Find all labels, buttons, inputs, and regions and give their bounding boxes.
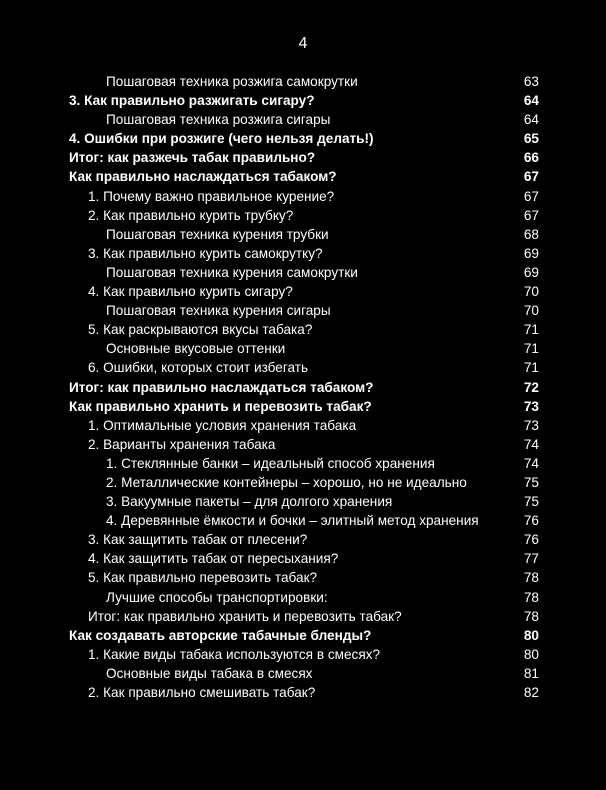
table-of-contents	[69, 72, 539, 702]
toc-entry[interactable]	[69, 110, 539, 129]
toc-entry[interactable]	[69, 645, 539, 664]
toc-entry-title: 5. Как раскрываются вкусы табака?	[88, 322, 313, 338]
toc-entry-page-number: 67	[523, 169, 539, 185]
toc-entry-title: Пошаговая техника розжига сигары	[106, 112, 331, 128]
toc-entry-title: Пошаговая техника розжига самокрутки	[106, 74, 358, 89]
toc-entry[interactable]	[69, 358, 539, 377]
toc-entry[interactable]	[69, 435, 539, 454]
toc-entry-title: 4. Ошибки при розжиге (чего нельзя делать!)	[69, 131, 374, 147]
toc-entry[interactable]	[69, 72, 539, 91]
toc-entry-title: Итог: как правильно наслаждаться табаком?	[69, 379, 374, 395]
toc-entry[interactable]	[69, 568, 539, 587]
toc-entry-page-number: 64	[523, 93, 539, 109]
toc-entry-page-number: 78	[523, 608, 539, 624]
toc-entry[interactable]	[69, 244, 539, 263]
toc-entry[interactable]	[69, 511, 539, 530]
toc-entry-title: 2. Как правильно смешивать табак?	[88, 685, 316, 700]
toc-entry-page-number: 75	[523, 474, 539, 490]
toc-entry[interactable]	[69, 282, 539, 301]
toc-entry[interactable]	[69, 91, 539, 110]
toc-entry-page-number: 69	[523, 245, 539, 261]
toc-entry-title: 1. Стеклянные банки – идеальный способ хранения	[106, 455, 435, 471]
toc-entry-title: Как правильно наслаждаться табаком?	[69, 169, 337, 185]
toc-entry-page-number: 71	[523, 360, 539, 376]
toc-entry[interactable]	[69, 301, 539, 320]
toc-entry-page-number: 69	[523, 264, 539, 280]
toc-entry-page-number: 74	[523, 455, 539, 471]
toc-entry-page-number: 67	[523, 188, 539, 204]
toc-entry-title: Основные вкусовые оттенки	[106, 341, 286, 357]
toc-entry-title: 4. Как защитить табак от пересыхания?	[88, 551, 339, 567]
toc-entry-title: 1. Почему важно правильное курение?	[88, 188, 335, 204]
toc-entry-title: 6. Ошибки, которых стоит избегать	[88, 360, 309, 376]
toc-entry-title: 4. Деревянные ёмкости и бочки – элитный метод хранения	[106, 513, 479, 529]
toc-entry-page-number: 81	[523, 665, 539, 681]
toc-entry[interactable]	[69, 397, 539, 416]
toc-entry-title: 1. Какие виды табака используются в смесях?	[88, 646, 381, 662]
toc-entry[interactable]	[69, 454, 539, 473]
toc-entry[interactable]	[69, 683, 539, 702]
toc-entry[interactable]	[69, 549, 539, 568]
toc-entry-title: 4. Как правильно курить сигару?	[88, 284, 293, 300]
toc-entry-title: Итог: как правильно хранить и перевозить табак?	[88, 608, 402, 624]
toc-entry-title: Основные виды табака в смесях	[106, 665, 313, 681]
toc-entry[interactable]	[69, 607, 539, 626]
toc-entry-page-number: 74	[523, 436, 539, 452]
toc-entry-title: Как правильно хранить и перевозить табак?	[69, 398, 372, 414]
toc-entry-page-number: 76	[523, 513, 539, 529]
toc-entry-page-number: 71	[523, 322, 539, 338]
toc-entry-title: Итог: как разжечь табак правильно?	[69, 150, 316, 166]
toc-entry-page-number: 82	[523, 685, 539, 700]
toc-entry-page-number: 66	[523, 150, 539, 166]
toc-entry[interactable]	[69, 664, 539, 683]
toc-entry-page-number: 71	[523, 341, 539, 357]
toc-entry-page-number: 80	[523, 646, 539, 662]
toc-entry-title: Пошаговая техника курения трубки	[106, 226, 329, 242]
toc-entry[interactable]	[69, 263, 539, 282]
toc-entry[interactable]	[69, 148, 539, 167]
toc-entry[interactable]	[69, 530, 539, 549]
toc-entry-page-number: 78	[523, 589, 539, 605]
toc-entry-title: 2. Варианты хранения табака	[88, 436, 276, 452]
toc-entry[interactable]	[69, 492, 539, 511]
toc-entry[interactable]	[69, 416, 539, 435]
toc-entry-page-number: 78	[523, 570, 539, 586]
toc-entry-title: 3. Как правильно курить самокрутку?	[88, 245, 323, 261]
toc-entry-title: Пошаговая техника курения самокрутки	[106, 264, 358, 280]
toc-entry-page-number: 67	[523, 207, 539, 223]
toc-entry-title: 2. Как правильно курить трубку?	[88, 207, 294, 223]
toc-entry[interactable]	[69, 225, 539, 244]
toc-entry[interactable]	[69, 320, 539, 339]
toc-entry-page-number: 73	[523, 417, 539, 433]
toc-entry-title: 2. Металлические контейнеры – хорошо, но не идеально	[106, 474, 467, 490]
toc-entry-page-number: 70	[523, 284, 539, 300]
toc-entry-title: Лучшие способы транспортировки:	[106, 589, 328, 605]
toc-entry-page-number: 68	[523, 226, 539, 242]
toc-entry-page-number: 73	[523, 398, 539, 414]
toc-entry-title: Пошаговая техника курения сигары	[106, 303, 331, 319]
toc-entry[interactable]	[69, 473, 539, 492]
toc-entry-page-number: 80	[523, 627, 539, 643]
toc-entry[interactable]	[69, 378, 539, 397]
toc-entry-page-number: 65	[523, 131, 539, 147]
toc-entry[interactable]	[69, 339, 539, 358]
toc-entry-title: 5. Как правильно перевозить табак?	[88, 570, 318, 586]
toc-entry[interactable]	[69, 187, 539, 206]
toc-entry-title: Как создавать авторские табачные бленды?	[69, 627, 372, 643]
toc-entry-title: 3. Как правильно разжигать сигару?	[69, 93, 315, 109]
toc-entry-title: 1. Оптимальные условия хранения табака	[88, 417, 357, 433]
toc-entry[interactable]	[69, 588, 539, 607]
toc-entry-page-number: 76	[523, 532, 539, 548]
toc-entry-page-number: 70	[523, 303, 539, 319]
page-number: 4	[298, 35, 308, 52]
toc-entry[interactable]	[69, 167, 539, 186]
toc-entry-title: 3. Вакуумные пакеты – для долгого хранения	[106, 494, 393, 510]
toc-entry-page-number: 64	[523, 112, 539, 128]
toc-entry-page-number: 75	[523, 494, 539, 510]
toc-entry-page-number: 72	[523, 379, 539, 395]
toc-entry-title: 3. Как защитить табак от плесени?	[88, 532, 308, 548]
toc-entry-page-number: 63	[523, 74, 539, 89]
toc-entry-page-number: 77	[523, 551, 539, 567]
toc-entry[interactable]	[69, 626, 539, 645]
toc-entry[interactable]	[69, 206, 539, 225]
toc-entry[interactable]	[69, 129, 539, 148]
